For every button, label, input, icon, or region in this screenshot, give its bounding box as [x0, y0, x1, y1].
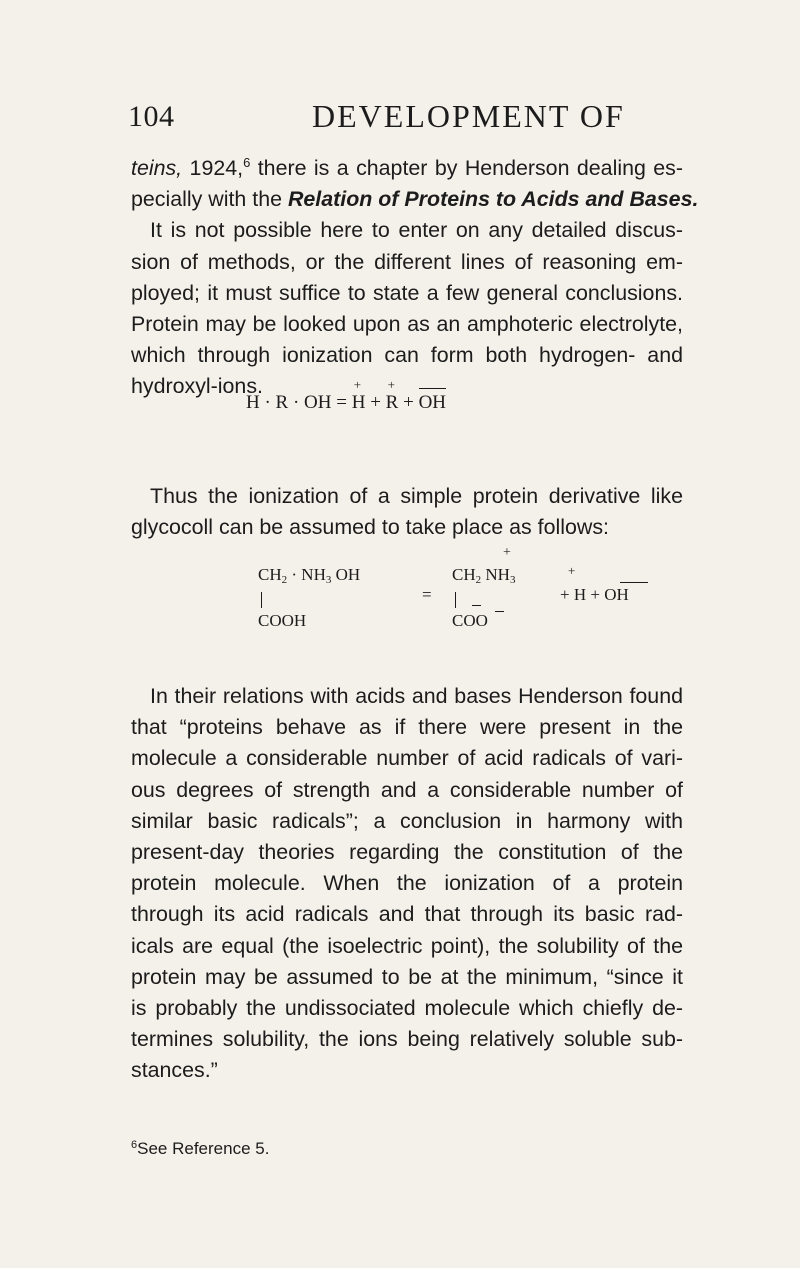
zwitterion-top: $CH_2$ $NH_3$	[452, 565, 516, 586]
plus-charge: +	[353, 377, 362, 392]
formula-lhs: H · R · OH	[246, 392, 332, 413]
plus-charge: +	[503, 545, 511, 560]
text-line: ployed; it must suffice to state a few general conclusions.	[131, 280, 683, 305]
glycocoll-ionization-formula	[258, 545, 678, 667]
text-line: teins, 1924,$^6$ there is a chapter by Henderson dealing es-	[131, 155, 683, 180]
paragraph-2	[131, 481, 683, 543]
text-line: In their relations with acids and bases Henderson found	[150, 684, 683, 708]
text-line: Protein may be looked upon as an amphoteric electrolyte,	[131, 312, 683, 337]
bond-line	[455, 592, 456, 608]
page-header	[0, 84, 800, 144]
equals-sign: =	[331, 392, 352, 413]
plus-sign: +	[365, 392, 386, 413]
equals-sign: =	[422, 585, 432, 604]
ionization-equation	[246, 377, 566, 442]
text-line: that “proteins behave as if there were present in the	[131, 715, 683, 740]
footnote	[131, 1139, 269, 1159]
negative-bar	[620, 582, 648, 583]
bond-line	[261, 592, 262, 608]
plus-sign: +	[398, 392, 419, 413]
text-line: present-day theories regarding the constitution of the	[131, 840, 683, 865]
text-line: hydroxyl-ions.	[131, 374, 263, 399]
hydroxyl-ion: OH	[419, 392, 446, 414]
text-line: which through ionization can form both hydrogen- and	[131, 343, 683, 368]
footnote-text: See Reference 5.	[137, 1139, 270, 1158]
text-line: Thus the ionization of a simple protein derivative like	[150, 484, 683, 508]
text-line: similar basic radicals”; a conclusion in harmony with	[131, 808, 683, 833]
text-line: molecule a considerable number of acid radicals of vari-	[131, 746, 683, 771]
glycocoll-bottom: COOH	[258, 611, 307, 630]
ion-products: + H + OH	[560, 585, 629, 604]
radical-ion: + R	[385, 377, 399, 413]
text-line: ous degrees of strength and a considerable number of	[131, 777, 683, 802]
zwitterion-bottom: COO	[452, 611, 488, 630]
glycocoll-top: $CH_2 \cdot NH_3$ OH	[258, 565, 361, 586]
running-head: DEVELOPMENT OF	[312, 98, 625, 134]
text-line: pecially with the Relation of Proteins to Acids and Bases.	[131, 187, 699, 212]
text-line: is probably the undissociated molecule which chiefly de-	[131, 996, 683, 1021]
negative-bar	[419, 388, 446, 389]
text-line: protein may be assumed to be at the minimum, “since it	[131, 964, 683, 989]
negative-bar	[472, 605, 481, 606]
text-line: icals are equal (the isoelectric point), the solubility of the	[131, 933, 683, 958]
text-line: stances.”	[131, 1058, 218, 1083]
plus-charge: +	[568, 563, 576, 578]
chapter-title: Relation of Proteins to Acids and Bases.	[287, 187, 699, 212]
negative-bar	[495, 611, 504, 612]
paragraph-1	[131, 147, 699, 403]
hydrogen-ion: + H	[351, 377, 366, 413]
text-line: protein molecule. When the ionization of a protein	[131, 871, 683, 896]
page-number: 104	[128, 100, 175, 133]
plus-charge: +	[387, 377, 396, 392]
footnote-ref: 6	[243, 155, 251, 170]
paragraph-3	[131, 681, 683, 1087]
text-line: glycocoll can be assumed to take place as follows:	[131, 515, 609, 540]
text-line: sion of methods, or the different lines of reasoning em-	[131, 249, 683, 274]
text-line: It is not possible here to enter on any detailed discus-	[150, 218, 683, 243]
text-line: through its acid radicals and that through its basic rad-	[131, 902, 683, 927]
footnote-mark: 6	[131, 1139, 138, 1151]
text-line: termines solubility, the ions being relatively soluble sub-	[131, 1027, 683, 1052]
